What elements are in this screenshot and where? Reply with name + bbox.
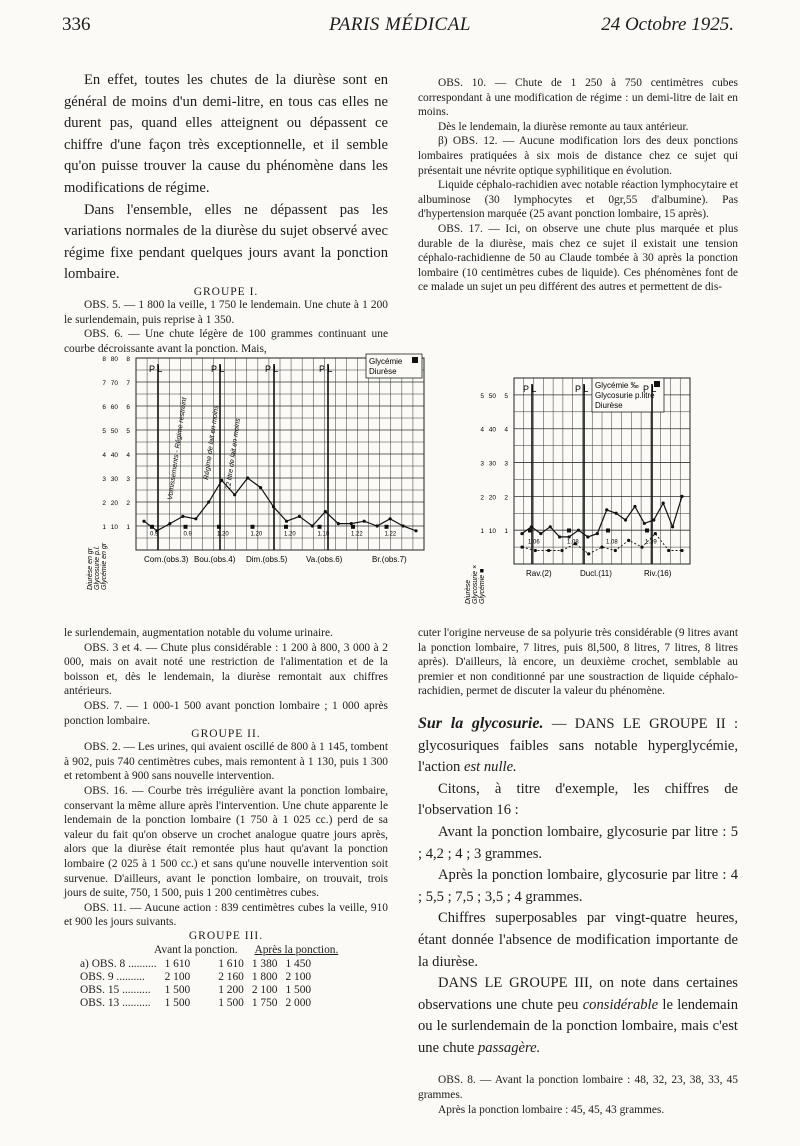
- data-point: [605, 508, 608, 511]
- table-cell: 1 450: [285, 957, 312, 970]
- y-tick-label: 5: [126, 428, 130, 435]
- emphasis: est nulle.: [464, 759, 517, 776]
- table-cell: 1 380: [251, 957, 278, 970]
- paragraph: Dès le lendemain, la diurèse remonte au taux antérieur.: [438, 120, 689, 133]
- data-point: [207, 500, 210, 503]
- y-tick-label: 5: [504, 392, 508, 400]
- y-tick-label-2: 10: [110, 524, 118, 531]
- glycemie-square: [645, 528, 649, 532]
- data-point: [539, 532, 542, 535]
- data-point: [324, 510, 327, 513]
- y-tick-label-2: 20: [110, 500, 118, 507]
- data-point: [624, 518, 627, 521]
- group-label: Ducl.(11): [580, 569, 612, 578]
- table-cell: 1 750: [251, 996, 278, 1009]
- data-point: [246, 476, 249, 479]
- y-tick-label-2: 30: [110, 476, 118, 483]
- top-left-column: [64, 70, 388, 356]
- running-title: PARIS MÉDICAL: [329, 14, 471, 35]
- data-point: [298, 515, 301, 518]
- y-tick-label: 4: [504, 426, 508, 434]
- y-tick-label-2: 60: [110, 404, 118, 411]
- pl-marker: P L: [265, 364, 279, 374]
- data-point: [549, 525, 552, 528]
- value-label: 1.20: [284, 531, 296, 538]
- data-point: [376, 524, 379, 527]
- legend-entry: Diurèse: [369, 367, 397, 376]
- observation: OBS. 5. — 1 800 la veille, 1 750 le lendemain. Une chute à 1 200 le surlendemain, puis reprise à 1 350.: [64, 298, 388, 326]
- value-label: 1.06: [528, 539, 540, 546]
- y-tick-label-2: 70: [110, 380, 118, 387]
- observation: OBS. 16. — Courbe très irrégulière avant la ponction lombaire, conservant la même allure après l'intervention. Une chute apparente le lendemain de la ponction lombaire (1 750 à 1 025 cc.) perd de sa valeur du fait qu'on observe un crochet analogue quatre jours après, alors que la diurèse était remontée plus haut qu'avant la ponction lombaire (2 025 à 1 500 cc.) et sans qu'une nouvelle intervention soit survenue. D'ailleurs, avant le ponction lombaire, on trouvait, trois jours de suite, 750, 1 500, puis 1 200 centimètres cubes.: [64, 784, 388, 900]
- observation: OBS. 3 et 4. — Chute plus considérable : 1 200 à 800, 3 000 à 2 000, mais on avait noté une restriction de l'alimentation et de la boisson et, dès le lendemain, la diurèse remontait aux chiffres antérieurs.: [64, 641, 388, 698]
- paragraph: Citons, à titre d'exemple, les chiffres de l'observation 16 :: [418, 780, 738, 819]
- paragraph: Avant la ponction lombaire, glycosurie par litre : 5 ; 4,2 ; 4 ; 3 grammes.: [418, 823, 738, 862]
- legend-entry: Glycémie ‰: [595, 381, 639, 390]
- glycemie-square: [528, 528, 532, 532]
- glycosuria-chart: [465, 374, 696, 614]
- data-point: [614, 549, 617, 552]
- glycemie-square: [184, 525, 188, 529]
- y-axis-label: Diurèse en gr: [87, 547, 94, 590]
- row-label: OBS. 13 ..........: [80, 996, 151, 1009]
- data-point: [168, 522, 171, 525]
- y-tick-label-3: 5: [102, 428, 106, 435]
- group-label: Bou.(obs.4): [194, 555, 236, 564]
- table-row: [76, 997, 315, 1010]
- observation: OBS. 10. — Chute de 1 250 à 750 centimètres cubes correspondant à une modification de régime : un demi-litre de lait en moins.: [418, 77, 738, 119]
- data-point: [643, 522, 646, 525]
- data-point: [220, 479, 223, 482]
- glycemie-square: [318, 525, 322, 529]
- annotation: 22 litre de lait en moins: [225, 418, 242, 491]
- value-label: 1.20: [250, 531, 263, 538]
- observation: OBS. 2. — Les urines, qui avaient oscillé de 800 à 1 145, tombent à 902, puis 740 centimètres cubes, mais remontent à 1 130, puis 1 300 et retombent à 900 sans nouvelle intervention.: [64, 741, 388, 783]
- paragraph: [418, 973, 738, 1059]
- data-point: [596, 532, 599, 535]
- data-point: [667, 549, 670, 552]
- data-point: [600, 545, 603, 548]
- data-point: [311, 524, 314, 527]
- table-row: [76, 958, 315, 971]
- emphasis: passagère.: [477, 1039, 541, 1056]
- data-point: [640, 545, 643, 548]
- value-label: 1.08: [606, 539, 618, 546]
- y-axis-label: Glycosurie ×: [472, 564, 479, 604]
- chart-2-plot: [465, 378, 690, 604]
- data-point: [662, 502, 665, 505]
- value-label: 1.20: [217, 531, 229, 538]
- value-label: 1.10: [317, 531, 330, 538]
- paragraph: Dans l'ensemble, elles ne dépassent pas les variations normales de la diurèse du sujet observé avec régime fixe pendant quelques jours avant la ponction lombaire.: [64, 201, 388, 283]
- group-label: Br.(obs.7): [372, 555, 407, 564]
- glycemie-square: [284, 525, 288, 529]
- data-point: [285, 520, 288, 523]
- observation: OBS. 6. — Une chute légère de 100 grammes continuant une courbe décroissante avant la ponction. Mais,: [64, 328, 388, 355]
- data-point: [671, 525, 674, 528]
- observation: OBS. 8. — Avant la ponction lombaire : 48, 32, 23, 38, 33, 45 grammes.: [418, 1074, 738, 1102]
- glycemie-square: [567, 528, 571, 532]
- section-heading: GROUPE II.: [191, 728, 261, 741]
- table-cell: 2 000: [285, 996, 312, 1009]
- observation: OBS. 11. — Aucune action : 839 centimètres cubes la veille, 910 et 900 les jours suivants.: [64, 901, 388, 929]
- glycosuria-section: [418, 713, 738, 779]
- group-label: Va.(obs.6): [306, 555, 343, 564]
- y-tick-label-3: 4: [480, 426, 484, 434]
- y-tick-label: 1: [126, 524, 130, 531]
- bottom-right-column: [418, 626, 738, 1117]
- section-heading: Sur la glycosurie.: [418, 714, 544, 732]
- value-label: 0.9: [150, 531, 159, 538]
- y-tick-label: 7: [126, 380, 130, 387]
- page-number: 336: [62, 14, 91, 35]
- data-point: [337, 522, 340, 525]
- observation: OBS. 7. — 1 000-1 500 avant ponction lombaire ; 1 000 après ponction lombaire.: [64, 699, 388, 727]
- data-point: [547, 549, 550, 552]
- group3-table: [76, 958, 315, 1010]
- top-right-column: [418, 76, 738, 295]
- y-tick-label-2: 10: [488, 528, 496, 536]
- data-point: [142, 520, 145, 523]
- paragraph: cuter l'origine nerveuse de sa polyurie très considérable (9 litres avant la ponction lombaire, 7 litres, puis 8l,500, 8 litres, 7 litres, 8 litres après). D'ailleurs, là encore, un deuxième crochet, semblable au premier et non conditionné par une soustraction de liquide céphalo-rachidien, permet de discuter la valeur du phénomène.: [418, 627, 738, 698]
- y-tick-label: 2: [126, 500, 130, 507]
- y-tick-label: 4: [126, 452, 130, 459]
- data-point: [633, 505, 636, 508]
- data-point: [520, 545, 523, 548]
- row-label: OBS. 15 ..........: [80, 983, 151, 996]
- data-point: [401, 524, 404, 527]
- paragraph: En effet, toutes les chutes de la diurèse sont en général de moins d'un demi-litre, en tous cas elles ne durent pas, quand elles atteignent ou dépassent ce chiffre d'une façon très exceptionnelle, et il semble qu'on puisse trouver la cause du phénomène dans les modifications de régime.: [64, 72, 388, 196]
- y-tick-label-3: 7: [102, 380, 106, 387]
- data-point: [654, 532, 657, 535]
- text: — DANS LE GROUPE II : glycosuriques faibles sans notable hyperglycémie, l'action: [418, 715, 738, 776]
- value-label: 1.08: [567, 539, 579, 546]
- y-axis-label: Diurèse: [465, 579, 472, 604]
- text: DANS LE GROUPE III, on note dans certaines observations une chute peu: [418, 975, 738, 1013]
- issue-date: 24 Octobre 1925.: [601, 14, 734, 35]
- glycemie-square: [385, 525, 389, 529]
- value-label: 1.39: [645, 539, 657, 546]
- table-cell: 1 610: [164, 957, 191, 970]
- value-label: 0.9: [183, 531, 192, 538]
- data-point: [567, 535, 570, 538]
- group-label: Riv.(16): [644, 569, 672, 578]
- row-label: a) OBS. 8 ..........: [80, 957, 157, 970]
- y-tick-label-2: 50: [488, 392, 496, 400]
- group3-table-header: [154, 944, 388, 956]
- row-label: OBS. 9 ..........: [80, 970, 145, 983]
- emphasis: considérable: [582, 996, 659, 1013]
- diuresis-chart: [60, 350, 432, 588]
- table-row: [76, 984, 315, 997]
- data-point: [680, 495, 683, 498]
- y-tick-label: 6: [126, 404, 130, 411]
- data-point: [534, 549, 537, 552]
- y-tick-label-2: 30: [488, 460, 496, 468]
- value-label: 1.22: [351, 531, 363, 538]
- observation: OBS. 17. — Ici, on observe une chute plus marquée et plus durable de la diurèse, mais chez ce sujet il existait une tension céphalo-rachidienne de 50 au Claude tombée à 30 après la ponction lombaire (10 centimètres cubes de liquide). Ces phénomènes font de ce malade un sujet un peu différent des autres et permettent de dis-: [418, 222, 738, 294]
- y-axis-label: Glycosurie p.l.: [94, 545, 101, 590]
- y-tick-label: 3: [126, 476, 130, 483]
- table-cell: 2 100: [285, 970, 312, 983]
- y-tick-label-3: 2: [480, 494, 484, 502]
- paragraph: Chiffres superposables par vingt-quatre heures, étant donnée l'absence de modification importante de la diurèse.: [418, 910, 738, 970]
- y-tick-label: 1: [504, 528, 508, 536]
- y-tick-label-3: 8: [102, 356, 106, 363]
- group-label: Dim.(obs.5): [246, 555, 288, 564]
- section-heading: GROUPE III.: [188, 929, 264, 942]
- y-tick-label-3: 4: [102, 452, 106, 459]
- group-label: Rav.(2): [526, 569, 552, 578]
- data-point: [577, 529, 580, 532]
- glycemie-square: [150, 525, 154, 529]
- pl-marker: P L: [319, 364, 333, 374]
- pl-marker: P L: [575, 384, 589, 394]
- y-tick-label-3: 6: [102, 404, 106, 411]
- y-tick-label: 2: [504, 494, 508, 502]
- data-point: [558, 535, 561, 538]
- y-tick-label-2: 40: [110, 452, 118, 459]
- data-point: [627, 539, 630, 542]
- legend-glycemie-marker: [412, 357, 418, 363]
- pl-marker: P L: [523, 384, 537, 394]
- pl-marker: P L: [211, 364, 225, 374]
- table-row: [76, 971, 315, 984]
- column-after: Après la ponction.: [254, 943, 339, 956]
- y-tick-label-3: 1: [480, 528, 484, 536]
- table-cell: 2 100: [164, 970, 191, 983]
- glycemie-square: [251, 525, 255, 529]
- y-tick-label-3: 3: [480, 460, 484, 468]
- observation: β) OBS. 12. — Aucune modification lors des deux ponctions lombaires pratiquées à six mois de distance chez ce sujet qui présentait une névrite optique syphilitique en évolution.: [418, 135, 738, 177]
- table-cell: 1 800: [251, 970, 278, 983]
- y-axis-label: Glycémie en gr: [101, 542, 108, 590]
- data-point: [652, 518, 655, 521]
- y-axis-label: Glycémie ■: [479, 568, 486, 604]
- bottom-left-column: [64, 626, 388, 1010]
- data-point: [363, 520, 366, 523]
- data-point: [560, 549, 563, 552]
- table-cell: 1 200: [218, 983, 244, 996]
- y-tick-label-2: 40: [488, 426, 496, 434]
- data-point: [615, 512, 618, 515]
- data-point: [233, 493, 236, 496]
- data-point: [388, 517, 391, 520]
- glycemie-square: [217, 525, 221, 529]
- y-tick-label-2: 20: [488, 494, 496, 502]
- data-point: [586, 535, 589, 538]
- pl-marker: P L: [643, 384, 657, 394]
- data-point: [520, 532, 523, 535]
- table-cell: 1 610: [218, 957, 244, 970]
- y-tick-label-2: 80: [110, 356, 118, 363]
- data-point: [414, 529, 417, 532]
- paragraph: Après la ponction lombaire, glycosurie par litre : 4 ; 5,5 ; 7,5 ; 3,5 ; 4 grammes.: [418, 867, 738, 905]
- table-cell: 2 100: [251, 983, 278, 996]
- value-label: 1.22: [384, 531, 397, 538]
- table-cell: 2 160: [218, 970, 244, 983]
- table-cell: 1 500: [285, 983, 312, 996]
- table-cell: 1 500: [164, 996, 191, 1009]
- y-tick-label-3: 1: [102, 524, 106, 531]
- column-before: Avant la ponction.: [154, 943, 238, 956]
- data-point: [530, 525, 533, 528]
- data-point: [181, 515, 184, 518]
- group-label: Corn.(obs.3): [144, 555, 189, 564]
- glycemie-square: [606, 528, 610, 532]
- text: le lendemain ou le surlendemain de la ponction lombaire, mais c'est une chute: [418, 996, 738, 1056]
- y-tick-label-3: 3: [102, 476, 106, 483]
- data-point: [194, 517, 197, 520]
- chart-1-plot: [87, 354, 424, 590]
- legend-entry: Diurèse: [595, 401, 623, 410]
- legend-entry: Glycosurie p.litre: [595, 391, 655, 400]
- table-cell: 1 500: [218, 996, 244, 1009]
- data-point: [259, 486, 262, 489]
- y-tick-label-3: 5: [480, 392, 484, 400]
- pl-marker: P L: [149, 364, 163, 374]
- y-tick-label: 8: [126, 356, 130, 363]
- y-tick-label-2: 50: [110, 428, 118, 435]
- paragraph: le surlendemain, augmentation notable du volume urinaire.: [64, 627, 333, 639]
- observation: Après la ponction lombaire : 45, 45, 43 grammes.: [438, 1103, 665, 1116]
- annotation: Vomissements - Régime restreint: [167, 397, 189, 501]
- table-cell: 1 500: [164, 983, 191, 996]
- data-point: [680, 549, 683, 552]
- paragraph: Liquide céphalo-rachidien avec notable réaction lymphocytaire et albuminose (30 lymphocytes et 0gr,55 d'albumine). Pas d'hypertension marquée (25 avant ponction lombaire, 15 après).: [418, 179, 738, 221]
- section-heading: GROUPE I.: [193, 285, 259, 298]
- data-point: [272, 505, 275, 508]
- y-tick-label: 3: [504, 460, 508, 468]
- glycemie-square: [351, 525, 355, 529]
- legend-entry: Glycémie: [369, 357, 403, 366]
- y-tick-label-3: 2: [102, 500, 106, 507]
- data-point: [587, 552, 590, 555]
- annotation: Régime de lait en moins: [203, 404, 221, 481]
- data-point: [350, 522, 353, 525]
